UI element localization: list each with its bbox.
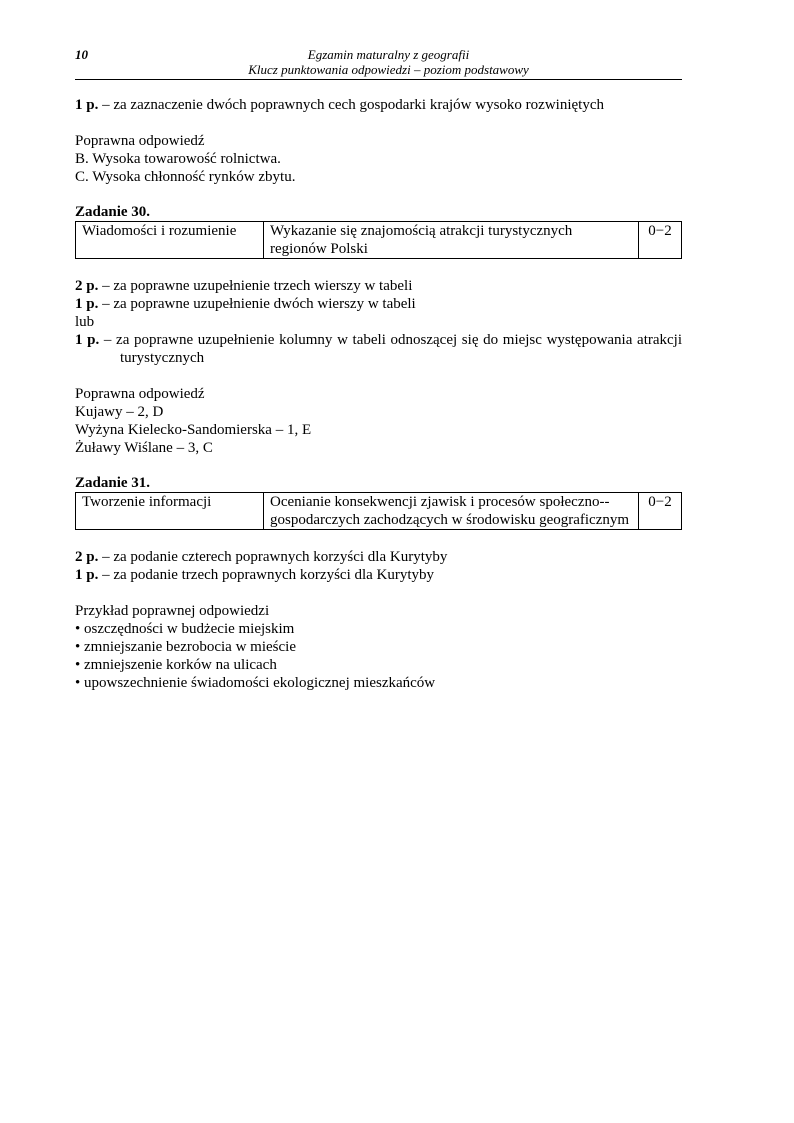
- task31-category: Tworzenie informacji: [76, 493, 264, 530]
- task31-scoring-1: [75, 548, 682, 566]
- page-header: [75, 47, 682, 80]
- task31-table: [75, 492, 682, 530]
- task30-scoring-alt-points: 1 p.: [75, 332, 100, 348]
- document-page: [75, 47, 682, 692]
- task31-answer-4: • upowszechnienie świadomości ekologicznej mieszkańców: [75, 675, 436, 691]
- task31-scoring-1-points: 2 p.: [75, 549, 99, 565]
- task30-scoring-2: [75, 295, 682, 313]
- header-titles: [75, 47, 682, 77]
- task30-scoring-1-text: – za poprawne uzupełnienie trzech wierszy w tabeli: [98, 278, 413, 294]
- intro-scoring: [75, 96, 682, 114]
- task30-answer-3: Żuławy Wiślane – 3, C: [75, 440, 213, 456]
- task30-or: lub: [75, 314, 95, 330]
- task30-answer-1: Kujawy – 2, D: [75, 404, 164, 420]
- task31-scoring-1-text: – za podanie czterech poprawnych korzyści dla Kurytyby: [98, 549, 448, 565]
- task31-scoring-2: [75, 566, 682, 584]
- task30-points: 0−2: [639, 222, 682, 259]
- task30-table-row: [76, 222, 682, 259]
- task31-scoring-2-points: 1 p.: [75, 567, 99, 583]
- task31-requirement: Ocenianie konsekwencji zjawisk i procesów społeczno-gospodarczych zachodzących w środowisku geograficznym: [264, 493, 639, 530]
- task31-answer-1: • oszczędności w budżecie miejskim: [75, 621, 295, 637]
- task31-scoring-2-text: – za podanie trzech poprawnych korzyści dla Kurytyby: [98, 567, 435, 583]
- task30-table: [75, 221, 682, 259]
- intro-answer-c: C. Wysoka chłonność rynków zbytu.: [75, 169, 296, 185]
- task30-scoring-2-points: 1 p.: [75, 296, 99, 312]
- task30-requirement: Wykazanie się znajomością atrakcji turystycznych regionów Polski: [264, 222, 639, 259]
- task30-scoring-alt-text: – za poprawne uzupełnienie kolumny w tabeli odnoszącej się do miejsc występowania atrakcji turystycznych: [99, 332, 683, 366]
- task30-scoring-1: [75, 277, 682, 295]
- page-number: 10: [75, 47, 88, 62]
- task31-table-row: [76, 493, 682, 530]
- header-title-line1: Egzamin maturalny z geografii: [307, 47, 470, 62]
- task30-scoring-2-text: – za poprawne uzupełnienie dwóch wierszy w tabeli: [98, 296, 416, 312]
- intro-answer-b: B. Wysoka towarowość rolnictwa.: [75, 151, 281, 167]
- intro-answer-heading: Poprawna odpowiedź: [75, 133, 205, 149]
- header-title-line2: Klucz punktowania odpowiedzi – poziom podstawowy: [248, 62, 529, 77]
- task30-answer-2: Wyżyna Kielecko-Sandomierska – 1, E: [75, 422, 312, 438]
- task31-title: Zadanie 31.: [75, 475, 151, 491]
- task31-answer-2: • zmniejszanie bezrobocia w mieście: [75, 639, 296, 655]
- task30-scoring-1-points: 2 p.: [75, 278, 99, 294]
- intro-scoring-points: 1 p.: [75, 97, 99, 113]
- task31-points: 0−2: [639, 493, 682, 530]
- task30-answer-heading: Poprawna odpowiedź: [75, 386, 205, 402]
- task31-answer-heading: Przykład poprawnej odpowiedzi: [75, 603, 270, 619]
- task30-scoring-alt: [75, 331, 682, 367]
- task30-category: Wiadomości i rozumienie: [76, 222, 264, 259]
- intro-scoring-text: – za zaznaczenie dwóch poprawnych cech gospodarki krajów wysoko rozwiniętych: [98, 97, 604, 113]
- task30-title: Zadanie 30.: [75, 204, 151, 220]
- task31-answer-3: • zmniejszenie korków na ulicach: [75, 657, 277, 673]
